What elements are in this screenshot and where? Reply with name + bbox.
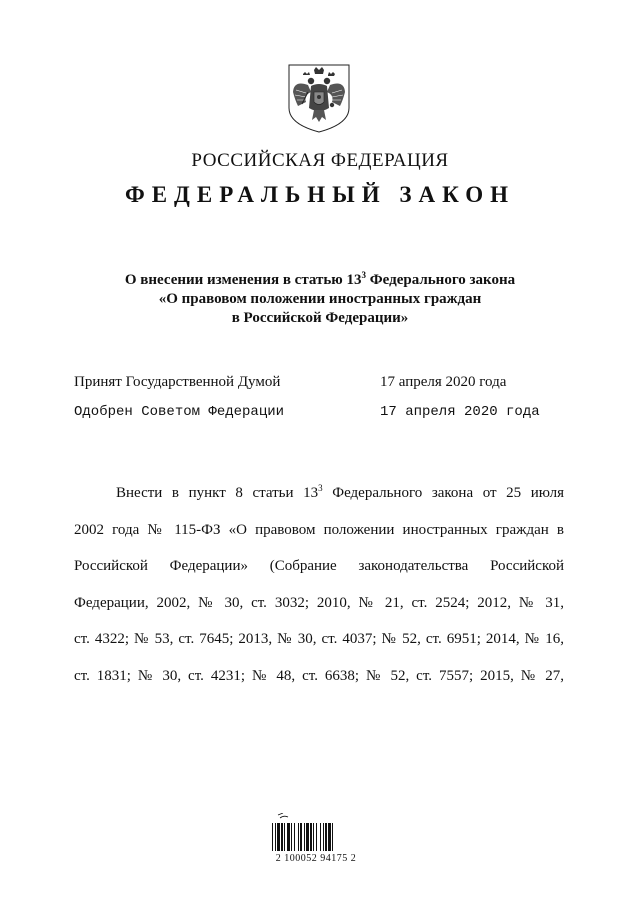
law-body-text (74, 475, 564, 694)
law-title-line-1: О внесении изменения в статью $13^3$ Федерального закона (124, 270, 516, 288)
body-line-2: 2002 года № 115-ФЗ «О правовом положении иностранных граждан в (74, 521, 564, 538)
law-title-line-3: в Российской Федерации» (231, 310, 409, 326)
barcode-image (270, 813, 362, 853)
council-approval-label: Одобрен Советом Федерации (74, 404, 285, 420)
document-type: ФЕДЕРАЛЬНЫЙ ЗАКОН (124, 182, 516, 207)
duma-adoption-label: Принят Государственной Думой (74, 374, 281, 390)
body-line-6: ст. 1831; № 30, ст. 4231; № 48, ст. 6638; № 52, ст. 7557; 2015, № 27, (74, 667, 564, 684)
body-line-4: Федерации, 2002, № 30, ст. 3032; 2010, № 21, ст. 2524; 2012, № 31, (74, 594, 564, 611)
coat-of-arms-emblem (286, 62, 352, 134)
duma-adoption-date: 17 апреля 2020 года (380, 374, 507, 390)
law-title (0, 266, 640, 328)
country-name: РОССИЙСКАЯ ФЕДЕРАЦИЯ (191, 150, 449, 171)
body-line-3: Российской Федерации» (Собрание законодательства Российской (74, 558, 564, 574)
barcode-number: 2 100052 94175 2 (275, 853, 357, 864)
council-approval-date: 17 апреля 2020 года (380, 404, 540, 420)
body-line-5: ст. 4322; № 53, ст. 7645; 2013, № 30, ст. 4037; № 52, ст. 6951; 2014, № 16, (74, 631, 564, 647)
law-title-line-2: «О правовом положении иностранных граждан (158, 291, 482, 307)
body-line-1: Внести в пункт 8 статьи $13^3$ Федерального закона от 25 июля (116, 483, 564, 501)
